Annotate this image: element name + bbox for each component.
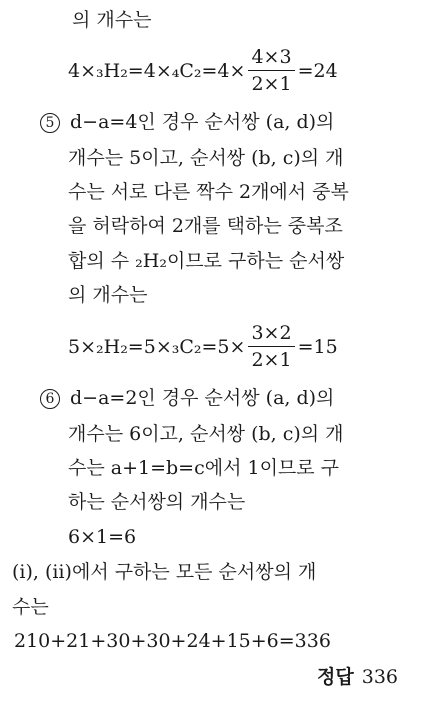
text-line: (ⅰ), (ⅱ)에서 구하는 모든 순서쌍의 개 (12, 561, 317, 583)
circled-number-icon: 5 (40, 113, 60, 133)
equation-1 (68, 46, 338, 95)
fraction-denominator: 2×1 (251, 73, 292, 95)
fraction-numerator: 3×2 (248, 322, 294, 347)
answer-box (317, 662, 398, 689)
text-line: d−a=2인 경우 순서쌍 (a, d)의 (70, 387, 335, 409)
text-line: 의 개수는 (72, 9, 152, 31)
text-line: 을 허락하여 2개를 택하는 중복조 (68, 215, 343, 237)
text-line: 수는 서로 다른 짝수 2개에서 중복 (68, 181, 349, 203)
equation-2 (68, 322, 338, 371)
text-line: 의 개수는 (68, 284, 148, 306)
text-line: d−a=4인 경우 순서쌍 (a, d)의 (70, 111, 335, 133)
text-line: 하는 순서쌍의 개수는 (68, 491, 246, 513)
case-5-heading (40, 110, 334, 134)
circled-number-icon: 6 (40, 389, 60, 409)
text-line: 수는 (12, 596, 49, 618)
equation-right: =24 (297, 59, 338, 82)
answer-label: 정답 (317, 666, 354, 688)
fraction-denominator: 2×1 (251, 349, 292, 371)
fraction (248, 46, 294, 95)
text-line: 개수는 6이고, 순서쌍 (b, c)의 개 (68, 423, 344, 445)
text-line: 합의 수 ₂H₂이므로 구하는 순서쌍 (68, 250, 345, 272)
text-line: 6×1=6 (68, 526, 137, 548)
text-line: 수는 a+1=b=c에서 1이므로 구 (68, 457, 340, 479)
fraction (248, 322, 294, 371)
text-line: 개수는 5이고, 순서쌍 (b, c)의 개 (68, 147, 344, 169)
equation-right: =15 (297, 335, 338, 358)
fraction-numerator: 4×3 (248, 46, 294, 71)
case-6-heading (40, 386, 334, 410)
equation-left: 5×₂H₂=5×₃C₂=5× (68, 335, 246, 358)
equation-left: 4×₃H₂=4×₄C₂=4× (68, 59, 246, 82)
final-sum: 210+21+30+30+24+15+6=336 (14, 630, 331, 652)
answer-value: 336 (361, 666, 398, 688)
